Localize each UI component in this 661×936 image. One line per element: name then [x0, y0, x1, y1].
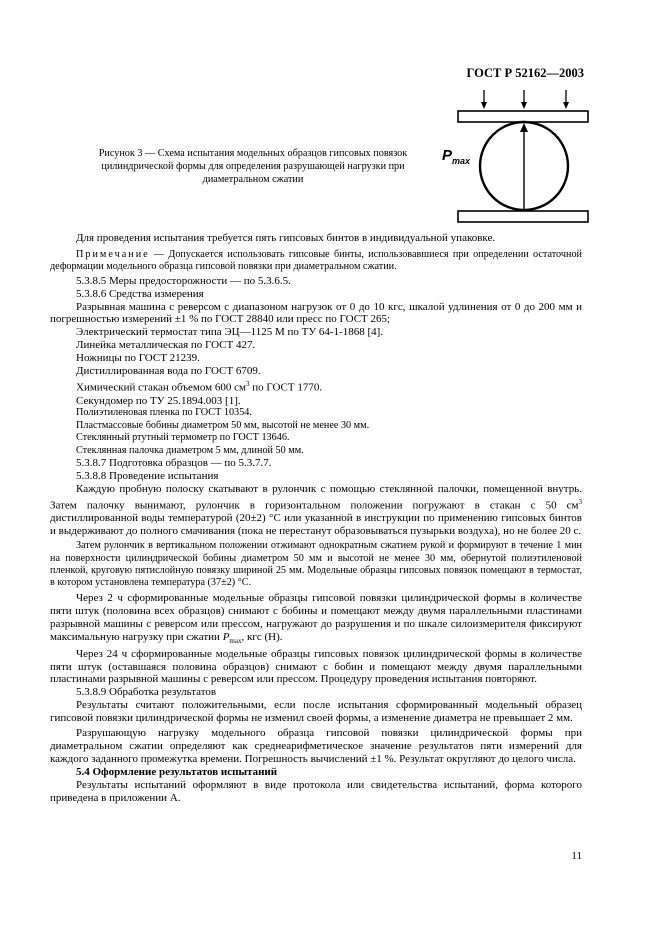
section-5-3-8-9: 5.3.8.9 Обработка результатов	[76, 686, 217, 699]
figure-caption	[74, 147, 432, 186]
list-item: Электрический термостат типа ЭЦ—1125 М по ТУ 64-1-1868 [4].	[76, 326, 384, 339]
top-plate	[458, 111, 588, 122]
list-item: Полиэтиленовая пленка по ГОСТ 10354.	[76, 407, 252, 419]
caption-line: диаметральном сжатии	[202, 174, 304, 185]
section-5-3-8-8: 5.3.8.8 Проведение испытания	[76, 469, 219, 482]
paragraph: Для проведения испытания требуется пять гипсовых бинтов в индивидуальной упаковке.	[76, 232, 496, 244]
section-5-3-8-6: 5.3.8.6 Средства измерения	[76, 287, 204, 300]
note-label: Примечание	[76, 248, 150, 260]
caption-line: цилиндрической формы для определения разрушающей нагрузки при	[101, 161, 405, 172]
list-item: Пластмассовые бобины диаметром 50 мм, высотой не менее 30 мм.	[76, 419, 370, 431]
note: Примечание — Допускается использовать гипсовые бинты, использовавшиеся при определении остаточной деформации модельного образца гипсовой повязки при диаметральном сжатии.	[50, 248, 582, 273]
paragraph: Результаты считают положительными, если после испытания сформированный модельный образец гипсовой повязки цилиндрической формы не изменил своей формы, а изменение диаметра не превышает 2 мм.	[50, 699, 582, 725]
paragraph: Разрушающую нагрузку модельного образца гипсовой повязки цилиндрической формы при диаметральном сжатии определяют как среднеарифметическое значение результатов пяти измерений для каждого заданного промежутка времени. Погрешность вычислений ±1 %. Результат округляют до целого числа.	[50, 727, 582, 765]
list-item: Стеклянный ртутный термометр по ГОСТ 13646.	[76, 432, 290, 444]
page-number: 11	[571, 850, 582, 862]
paragraph: Каждую пробную полоску скатывают в рулончик с помощью стеклянной палочки, помещенной внутрь. Затем палочку вынимают, рулончик в горизонтальном положении погружают в стакан с 50 $см^3$ дистиллированной воды температурой (20±2) °С или указанной в инструкции по применению гипсовых бинтов и выдерживают до полного смачивания (пока не перестанут образовываться пузырьки воздуха), но не более 20 с.	[50, 482, 582, 538]
compression-test-figure	[440, 90, 600, 230]
section-5-3-8-5: 5.3.8.5 Меры предосторожности — по 5.3.6.5.	[76, 274, 291, 287]
load-arrows	[481, 90, 569, 109]
paragraph: Через 24 ч сформированные модельные образцы гипсовых повязок цилиндрической формы в количестве пяти штук (оставшаяся половина образцов) снимают с бобин и помещают между двумя параллельными пластинами разрывной машины с реверсом или прессом. Процедуру проведения испытания повторяют.	[50, 647, 582, 686]
bottom-plate	[458, 211, 588, 222]
list-item: Разрывная машина с реверсом с диапазоном нагрузок от 0 до 10 кгс, шкалой удлинения от 0 до 200 мм и погрешностью измерений ±1 % по ГОСТ 28840 или пресс по ГОСТ 265;	[50, 300, 582, 326]
list-item: Секундомер по ТУ 25.1894.003 [1].	[76, 394, 241, 407]
paragraph: Затем рулончик в вертикальном положении отжимают однократным сжатием рукой и формируют в течение 1 мин на поверхности цилиндрической бобины диаметром 50 мм и высотой не менее 30 мм, обернутой полиэтиленовой пленкой, круговую пятислойную повязку шириной 25 мм. Модельные образцы гипсовых повязок помещают в термостат, в котором установлена температура (37±2) °С.	[50, 540, 582, 589]
document-code: ГОСТ Р 52162—2003	[466, 66, 584, 80]
list-item: Ножницы по ГОСТ 21239.	[76, 352, 200, 365]
list-item: Линейка металлическая по ГОСТ 427.	[76, 339, 256, 352]
pmax-label: $P_{max}$	[442, 147, 471, 166]
document-body	[50, 232, 582, 804]
list-item: Стеклянная палочка диаметром 5 мм, длиной 50 мм.	[76, 444, 304, 456]
caption-line: Рисунок 3 — Схема испытания модельных образцов гипсовых повязок	[98, 148, 408, 159]
list-item: Дистиллированная вода по ГОСТ 6709.	[76, 365, 261, 378]
section-5-4-heading: 5.4 Оформление результатов испытаний	[76, 765, 278, 778]
paragraph: Через 2 ч сформированные модельные образцы гипсовой повязки цилиндрической формы в количестве пяти штук (половина всех образцов) снимают с бобины и помещают между двумя параллельными пластинами разрывной машины с реверсом или прессом, нагружают до разрушения и по шкале силоизмерителя фиксируют максимальную нагрузку при сжатии $P_{max}$, кгс (Н).	[50, 591, 582, 645]
paragraph: Результаты испытаний оформляют в виде протокола или свидетельства испытаний, форма которого приведена в приложении А.	[50, 778, 582, 804]
section-5-3-8-7: 5.3.8.7 Подготовка образцов — по 5.3.7.7.	[76, 457, 272, 470]
list-item: Химический стакан объемом 600 $см^3$ по ГОСТ 1770.	[76, 379, 323, 394]
